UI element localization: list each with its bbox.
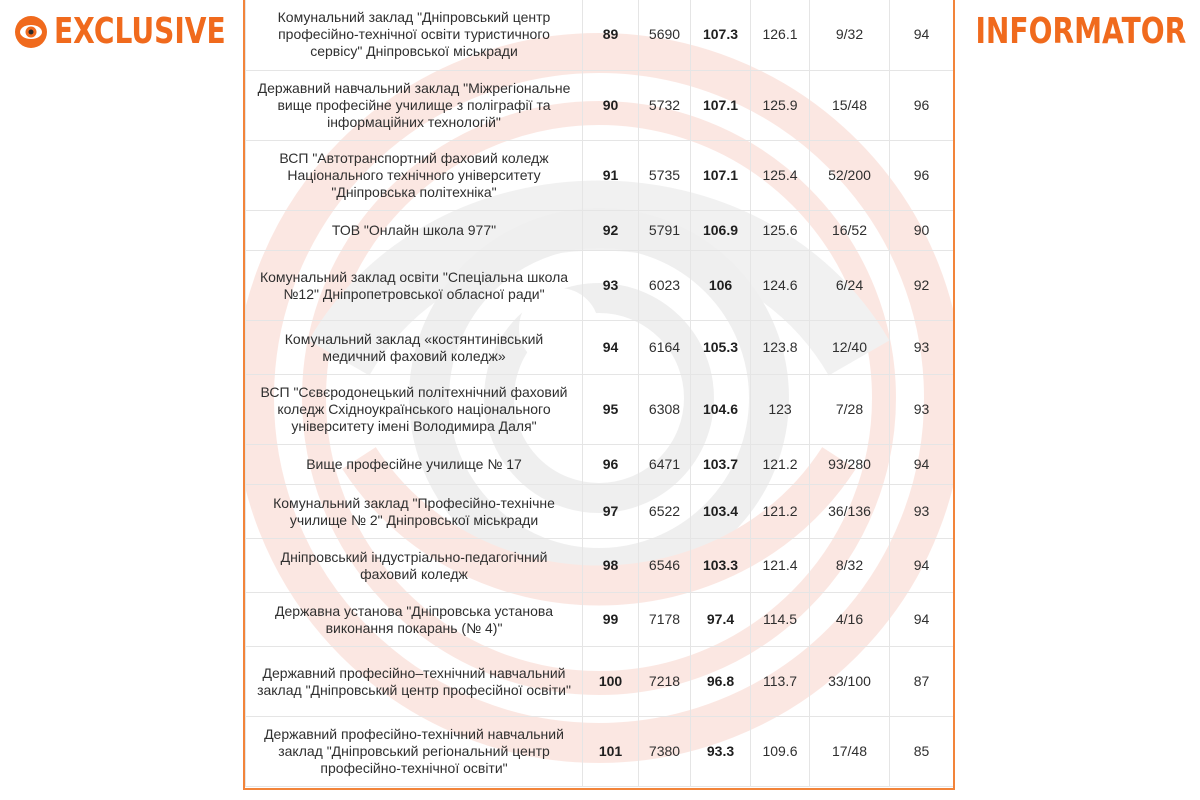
ratio-cell: 15/48 (810, 71, 890, 141)
rank-cell: 90 (583, 71, 639, 141)
table-row (246, 251, 954, 321)
number-cell: 5791 (639, 211, 691, 251)
table-row (246, 141, 954, 211)
ratio-cell: 6/24 (810, 251, 890, 321)
ranking-sheet (243, 0, 955, 790)
table-row (246, 375, 954, 445)
number-cell: 7380 (639, 717, 691, 787)
institution-name-cell: Державний навчальний заклад "Міжрегіональне вище професійне училище з поліграфії та інформаційних технологій" (246, 71, 583, 141)
table-row (246, 593, 954, 647)
percent-cell: 87 (890, 647, 954, 717)
percent-cell: 94 (890, 445, 954, 485)
total-cell: 121.4 (751, 539, 810, 593)
institution-name-cell: Комунальний заклад "Професійно-технічне училище № 2" Дніпровської міськради (246, 485, 583, 539)
total-cell: 114.5 (751, 593, 810, 647)
institution-name-cell: Державна установа "Дніпровська установа виконання покарань (№ 4)" (246, 593, 583, 647)
number-cell: 6308 (639, 375, 691, 445)
eye-icon (14, 15, 48, 49)
total-cell: 124.6 (751, 251, 810, 321)
rank-cell: 97 (583, 485, 639, 539)
ratio-cell: 16/52 (810, 211, 890, 251)
score-cell: 106 (691, 251, 751, 321)
ratio-cell: 4/16 (810, 593, 890, 647)
number-cell: 6471 (639, 445, 691, 485)
total-cell: 125.6 (751, 211, 810, 251)
score-cell: 103.3 (691, 539, 751, 593)
institution-name-cell: Комунальний заклад "Дніпровський центр професійно-технічної освіти туристичного сервісу" Дніпровської міськради (246, 0, 583, 71)
total-cell: 125.4 (751, 141, 810, 211)
percent-cell: 96 (890, 141, 954, 211)
institution-name-cell: Державний професійно–технічний навчальний заклад "Дніпровський центр професійної освіти" (246, 647, 583, 717)
ratio-cell: 52/200 (810, 141, 890, 211)
table-row (246, 445, 954, 485)
ranking-table (245, 0, 954, 787)
score-cell: 106.9 (691, 211, 751, 251)
table-row (246, 71, 954, 141)
score-cell: 107.1 (691, 141, 751, 211)
institution-name-cell: Комунальний заклад «костянтинівський медичний фаховий коледж» (246, 321, 583, 375)
ratio-cell: 36/136 (810, 485, 890, 539)
institution-name-cell: ТОВ "Онлайн школа 977" (246, 211, 583, 251)
table-row (246, 211, 954, 251)
institution-name-cell: ВСП "Автотранспортний фаховий коледж Національного технічного університету "Дніпровська політехніка" (246, 141, 583, 211)
score-cell: 93.3 (691, 717, 751, 787)
score-cell: 96.8 (691, 647, 751, 717)
score-cell: 107.1 (691, 71, 751, 141)
ratio-cell: 33/100 (810, 647, 890, 717)
percent-cell: 94 (890, 593, 954, 647)
percent-cell: 93 (890, 485, 954, 539)
percent-cell: 92 (890, 251, 954, 321)
number-cell: 6023 (639, 251, 691, 321)
number-cell: 7218 (639, 647, 691, 717)
score-cell: 107.3 (691, 0, 751, 71)
percent-cell: 94 (890, 0, 954, 71)
institution-name-cell: Вище професійне училище № 17 (246, 445, 583, 485)
total-cell: 125.9 (751, 71, 810, 141)
percent-cell: 94 (890, 539, 954, 593)
ratio-cell: 93/280 (810, 445, 890, 485)
institution-name-cell: Державний професійно-технічний навчальний заклад "Дніпровський регіональний центр професійно-технічної освіти" (246, 717, 583, 787)
number-cell: 5690 (639, 0, 691, 71)
total-cell: 113.7 (751, 647, 810, 717)
table-row (246, 539, 954, 593)
ratio-cell: 7/28 (810, 375, 890, 445)
number-cell: 7178 (639, 593, 691, 647)
number-cell: 5732 (639, 71, 691, 141)
table-row (246, 647, 954, 717)
ratio-cell: 8/32 (810, 539, 890, 593)
total-cell: 121.2 (751, 445, 810, 485)
brand-left (14, 12, 274, 52)
brand-right (916, 12, 1186, 52)
ratio-cell: 9/32 (810, 0, 890, 71)
rank-cell: 96 (583, 445, 639, 485)
number-cell: 6546 (639, 539, 691, 593)
institution-name-cell: ВСП "Сєвєродонецький політехнічний фаховий коледж Східноукраїнського національного університету імені Володимира Даля" (246, 375, 583, 445)
percent-cell: 85 (890, 717, 954, 787)
rank-cell: 92 (583, 211, 639, 251)
score-cell: 103.7 (691, 445, 751, 485)
rank-cell: 89 (583, 0, 639, 71)
institution-name-cell: Дніпровський індустріально-педагогічний фаховий коледж (246, 539, 583, 593)
score-cell: 103.4 (691, 485, 751, 539)
rank-cell: 101 (583, 717, 639, 787)
total-cell: 123 (751, 375, 810, 445)
ratio-cell: 17/48 (810, 717, 890, 787)
score-cell: 104.6 (691, 375, 751, 445)
rank-cell: 94 (583, 321, 639, 375)
brand-right-label: INFORMATOR (975, 11, 1186, 52)
table-row (246, 0, 954, 71)
percent-cell: 93 (890, 375, 954, 445)
score-cell: 105.3 (691, 321, 751, 375)
rank-cell: 93 (583, 251, 639, 321)
total-cell: 126.1 (751, 0, 810, 71)
ratio-cell: 12/40 (810, 321, 890, 375)
percent-cell: 90 (890, 211, 954, 251)
number-cell: 6164 (639, 321, 691, 375)
rank-cell: 99 (583, 593, 639, 647)
rank-cell: 98 (583, 539, 639, 593)
score-cell: 97.4 (691, 593, 751, 647)
percent-cell: 93 (890, 321, 954, 375)
table-row (246, 717, 954, 787)
rank-cell: 95 (583, 375, 639, 445)
total-cell: 121.2 (751, 485, 810, 539)
rank-cell: 100 (583, 647, 639, 717)
table-row (246, 321, 954, 375)
total-cell: 109.6 (751, 717, 810, 787)
table-row (246, 485, 954, 539)
percent-cell: 96 (890, 71, 954, 141)
brand-left-label: EXCLUSIVE (54, 11, 226, 52)
rank-cell: 91 (583, 141, 639, 211)
number-cell: 5735 (639, 141, 691, 211)
total-cell: 123.8 (751, 321, 810, 375)
number-cell: 6522 (639, 485, 691, 539)
institution-name-cell: Комунальний заклад освіти "Спеціальна школа №12" Дніпропетровської обласної ради" (246, 251, 583, 321)
